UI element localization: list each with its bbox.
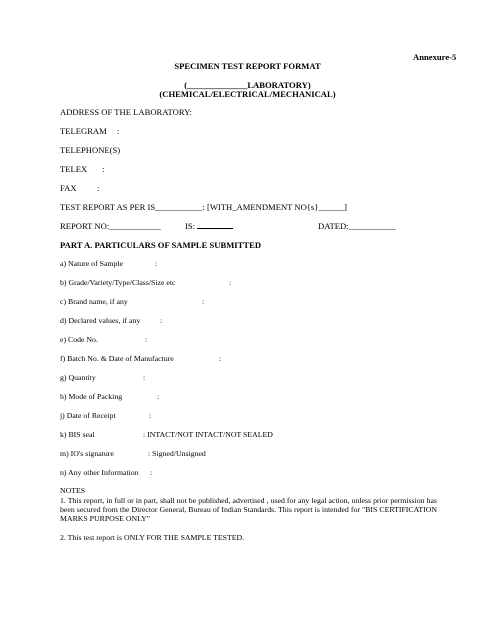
report-number-field: REPORT NO:____________ [60, 221, 161, 231]
item-io-signature: m) IO's signature [60, 449, 114, 458]
item-grade-variety: b) Grade/Variety/Type/Class/Size etc [60, 278, 176, 287]
test-report-line: TEST REPORT AS PER IS___________: [WITH_AMENDMENT NO{s}______] [60, 202, 348, 212]
item-other-colon: : [150, 468, 153, 477]
is-field [185, 221, 233, 231]
part-a-heading: PART A. PARTICULARS OF SAMPLE SUBMITTED [60, 240, 262, 250]
dated-field: DATED:___________ [318, 221, 396, 231]
item-other-information: n) Any other Information [60, 468, 139, 477]
item-io-signature-value: : Signed/Unsigned [148, 449, 206, 458]
item-packing-colon: : [157, 392, 160, 401]
item-batch-colon: : [219, 354, 222, 363]
telegram-label: TELEGRAM [60, 126, 107, 136]
item-batch-no: f) Batch No. & Date of Manufacture [60, 354, 174, 363]
is-label: IS: [185, 221, 196, 231]
laboratory-name-line: (______________LABORATORY) [184, 80, 311, 90]
is-blank-line [197, 222, 233, 229]
fax-colon: : [97, 183, 100, 193]
annexure-label: Annexure-5 [413, 52, 457, 62]
telegram-colon: : [117, 126, 120, 136]
item-receipt-colon: : [149, 411, 152, 420]
item-quantity-colon: : [143, 373, 146, 382]
item-declared-values: d) Declared values, if any [60, 316, 141, 325]
item-code-colon: : [145, 335, 148, 344]
note-2: 2. This test report is ONLY FOR THE SAMPLE TESTED. [60, 533, 245, 542]
item-mode-of-packing: h) Mode of Packing [60, 392, 123, 401]
item-declared-colon: : [160, 316, 163, 325]
fax-label: FAX [60, 183, 77, 193]
item-date-of-receipt: j) Date of Receipt [60, 411, 116, 420]
item-grade-colon: : [229, 278, 232, 287]
document-title: SPECIMEN TEST REPORT FORMAT [174, 61, 321, 71]
telephone-label: TELEPHONE(S) [60, 145, 121, 155]
item-nature-colon: : [155, 259, 158, 268]
item-bis-seal-value: : INTACT/NOT INTACT/NOT SEALED [143, 430, 273, 439]
item-code-no: e) Code No. [60, 335, 98, 344]
laboratory-type-line: (CHEMICAL/ELECTRICAL/MECHANICAL) [159, 89, 336, 99]
notes-heading: NOTES [60, 486, 86, 495]
note-1: 1. This report, in full or in part, shall not be published, advertised , used for any legal action, unless prior permission has been secured from the Director General, Bureau of Indian Standards. This report is intended for "BIS CERTIFICATION MARKS PURPOSE ONLY" [60, 496, 437, 524]
item-quantity: g) Quantity [60, 373, 96, 382]
item-brand-name: c) Brand name, if any [60, 297, 128, 306]
telex-label: TELEX [60, 164, 88, 174]
address-label: ADDRESS OF THE LABORATORY: [60, 107, 192, 117]
item-nature-of-sample: a) Nature of Sample [60, 259, 123, 268]
telex-colon: : [102, 164, 105, 174]
item-bis-seal: k) BIS seal [60, 430, 95, 439]
item-brand-colon: : [202, 297, 205, 306]
